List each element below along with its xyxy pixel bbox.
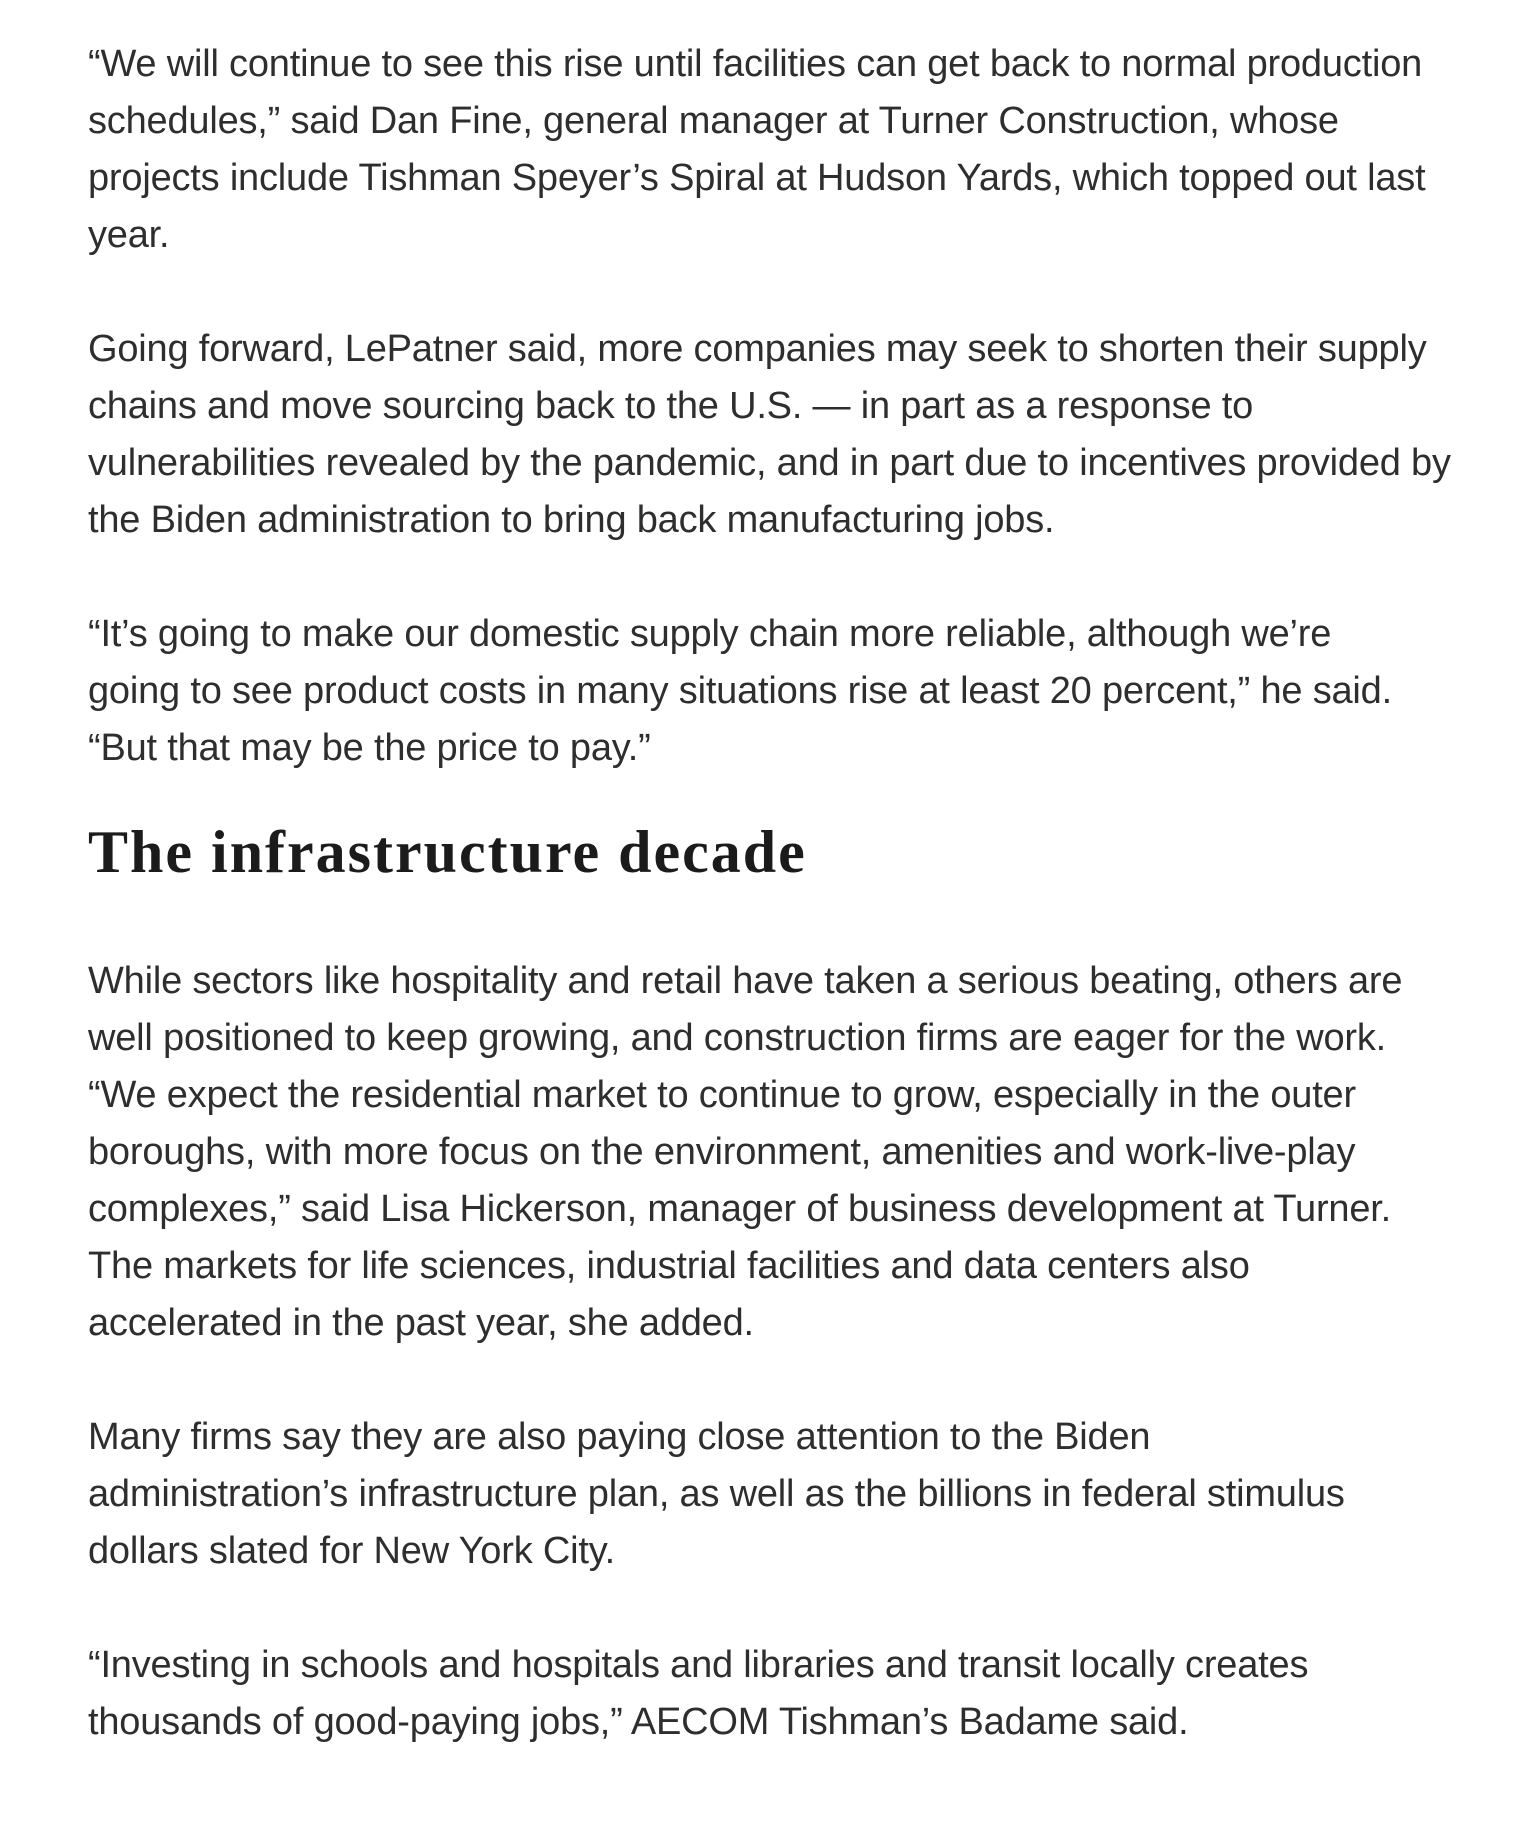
text-line: “We expect the residential market to continue to grow, especially in the outer <box>88 1074 1356 1116</box>
text-line: schedules,” said Dan Fine, general manager at Turner Construction, whose <box>88 100 1339 142</box>
paragraph <box>88 1409 1482 1580</box>
text-line: vulnerabilities revealed by the pandemic, and in part due to incentives provided by <box>88 442 1451 484</box>
text-line: While sectors like hospitality and retail have taken a serious beating, others are <box>88 960 1403 1002</box>
text-line: year. <box>88 214 170 256</box>
paragraph <box>88 606 1482 777</box>
paragraph <box>88 1637 1482 1751</box>
text-line: Many firms say they are also paying close attention to the Biden <box>88 1416 1151 1458</box>
text-line: The markets for life sciences, industrial facilities and data centers also <box>88 1245 1250 1287</box>
text-line: chains and move sourcing back to the U.S. — in part as a response to <box>88 385 1254 427</box>
text-line: accelerated in the past year, she added. <box>88 1302 754 1344</box>
paragraph <box>88 321 1482 549</box>
text-line: thousands of good-paying jobs,” AECOM Tishman’s Badame said. <box>88 1701 1189 1743</box>
text-line: well positioned to keep growing, and construction firms are eager for the work. <box>88 1017 1386 1059</box>
text-line: projects include Tishman Speyer’s Spiral at Hudson Yards, which topped out last <box>88 157 1426 199</box>
text-line: “It’s going to make our domestic supply chain more reliable, although we’re <box>88 613 1332 655</box>
text-line: going to see product costs in many situations rise at least 20 percent,” he said. <box>88 670 1392 712</box>
paragraph <box>88 953 1482 1352</box>
text-line: boroughs, with more focus on the environment, amenities and work-live-play <box>88 1131 1356 1173</box>
text-line: Going forward, LePatner said, more companies may seek to shorten their supply <box>88 328 1427 370</box>
text-line: “Investing in schools and hospitals and libraries and transit locally creates <box>88 1644 1309 1686</box>
text-line: administration’s infrastructure plan, as well as the billions in federal stimulus <box>88 1473 1345 1515</box>
text-line: “We will continue to see this rise until facilities can get back to normal production <box>88 43 1423 85</box>
text-line: the Biden administration to bring back manufacturing jobs. <box>88 499 1055 541</box>
text-line: “But that may be the price to pay.” <box>88 727 651 769</box>
paragraph <box>88 36 1482 264</box>
text-line: complexes,” said Lisa Hickerson, manager of business development at Turner. <box>88 1188 1391 1230</box>
text-line: dollars slated for New York City. <box>88 1530 616 1572</box>
section-heading: The infrastructure decade <box>88 819 807 885</box>
